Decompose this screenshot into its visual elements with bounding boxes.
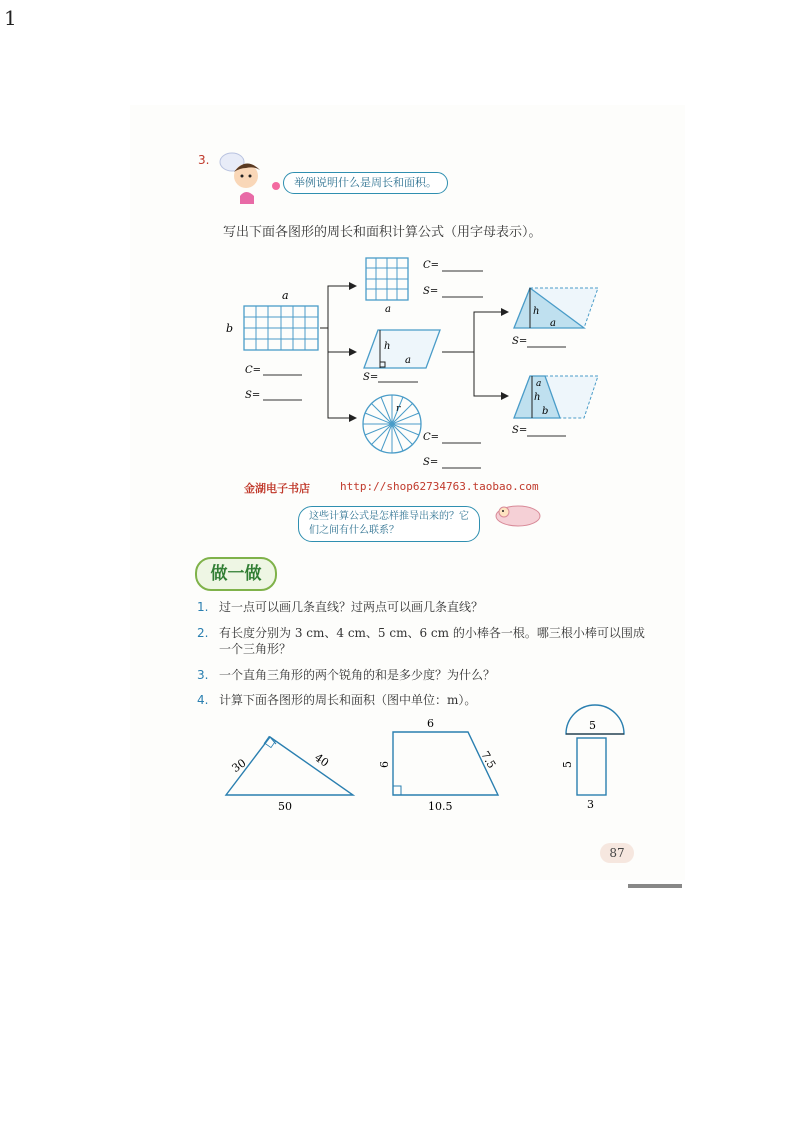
tri-side-30: 30	[229, 756, 249, 776]
trap-height-6: 6	[378, 761, 391, 768]
question-2	[197, 625, 649, 657]
rect-c-label: C=	[245, 365, 262, 376]
think-bubble: 这些计算公式是怎样推导出来的？它们之间有什么联系？	[298, 506, 480, 542]
section-tag: 做一做	[195, 557, 277, 591]
square-label-a: a	[385, 304, 391, 315]
rect-height-5: 5	[561, 761, 574, 768]
formula-diagram	[0, 0, 800, 500]
square-s-label: S=	[423, 286, 439, 297]
rect-s-label: S=	[245, 390, 261, 401]
trap-bottom-10-5: 10.5	[428, 800, 453, 813]
circle-figure	[363, 395, 421, 453]
trap-s-label: S=	[512, 425, 528, 436]
instruction-text: 写出下面各图形的周长和面积计算公式（用字母表示）。	[223, 225, 542, 240]
question-number: 3.	[197, 668, 209, 682]
bird-mascot-icon	[490, 500, 545, 530]
trap-label-b: b	[542, 406, 549, 417]
question-1	[197, 599, 649, 615]
circle-label-r: r	[396, 404, 401, 414]
scroll-indicator	[628, 884, 682, 888]
question-number: 2.	[197, 626, 209, 640]
corner-page-number: 1	[4, 6, 17, 30]
rect-label-b: b	[226, 322, 234, 335]
tip-bubble: 举例说明什么是周长和面积。	[283, 172, 448, 194]
square-figure	[366, 258, 408, 300]
question-text: 计算下面各图形的周长和面积（图中单位：m）。	[219, 693, 477, 707]
parallelogram-figure	[364, 330, 440, 368]
question-number: 1.	[197, 600, 209, 614]
exercise-trapezoid	[393, 732, 498, 795]
tri-label-a: a	[550, 318, 556, 329]
para-label-a: a	[405, 355, 411, 366]
question-3	[197, 667, 649, 683]
tri-label-h: h	[533, 306, 540, 317]
trap-slant-7-5: 7.5	[478, 749, 499, 771]
rect-width-3: 3	[587, 798, 594, 811]
trapezoid-derivation-figure	[514, 376, 598, 418]
question-text: 一个直角三角形的两个锐角的和是多少度？为什么？	[219, 668, 496, 682]
rectangle-figure	[244, 306, 318, 350]
trap-top-6: 6	[427, 717, 434, 730]
circle-s-label: S=	[423, 457, 439, 468]
square-c-label: C=	[423, 260, 440, 271]
question-text: 过一点可以画几条直线？过两点可以画几条直线？	[219, 600, 484, 614]
trap-label-h: h	[534, 392, 541, 403]
circle-c-label: C=	[423, 432, 440, 443]
watermark-url: http://shop62734763.taobao.com	[340, 480, 539, 493]
para-s-label: S=	[363, 372, 379, 383]
page-number: 87	[600, 843, 634, 863]
tri-side-40: 40	[312, 750, 332, 770]
para-label-h: h	[384, 341, 391, 352]
trap-label-a: a	[536, 379, 542, 389]
watermark-shop: 金湖电子书店	[244, 482, 310, 495]
tri-base-50: 50	[278, 800, 292, 813]
problem-number: 3.	[198, 153, 210, 167]
rect-label-a: a	[282, 289, 289, 302]
question-number: 4.	[197, 693, 209, 707]
triangle-derivation-figure	[514, 288, 598, 328]
question-text: 有长度分别为 3 cm、4 cm、5 cm、6 cm 的小棒各一根。哪三根小棒可以围成一个三角形？	[219, 626, 645, 656]
semi-diameter-5: 5	[589, 719, 596, 732]
tri-s-label: S=	[512, 336, 528, 347]
exercise-figures	[0, 700, 800, 820]
